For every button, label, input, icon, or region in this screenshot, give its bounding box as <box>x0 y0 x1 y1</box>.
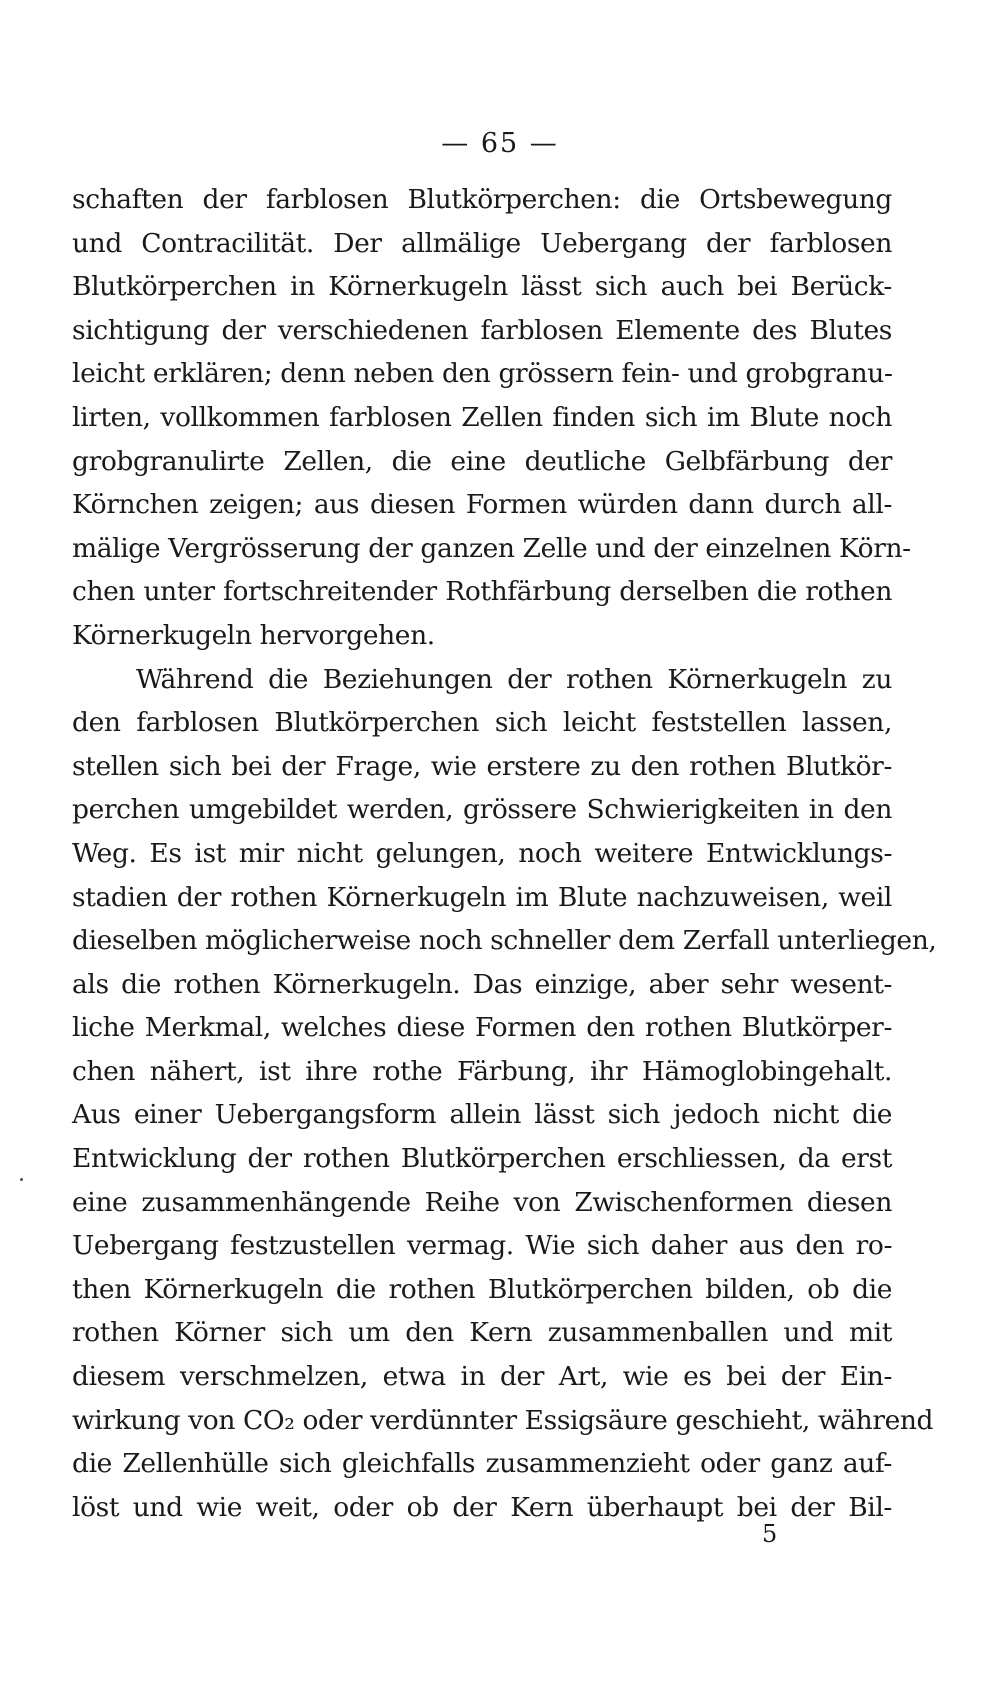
text-line: chen unter fortschreitender Rothfärbung derselben die rothen <box>72 576 892 608</box>
text-line: Während die Beziehungen der rothen Körnerkugeln zu <box>136 663 892 695</box>
text-line: Körnchen zeigen; aus diesen Formen würden dann durch all- <box>72 489 892 521</box>
text-line: als die rothen Körnerkugeln. Das einzige, aber sehr wesent- <box>72 968 892 1000</box>
text-line: diesem verschmelzen, etwa in der Art, wie es bei der Ein- <box>72 1361 892 1393</box>
text-line: stellen sich bei der Frage, wie erstere zu den rothen Blutkör- <box>72 750 892 782</box>
page-number-header: — 65 — <box>441 128 559 159</box>
signature-mark: 5 <box>762 1520 778 1548</box>
text-line: löst und wie weit, oder ob der Kern überhaupt bei der Bil- <box>72 1491 892 1523</box>
body-text <box>72 178 937 1529</box>
text-line: eine zusammenhängende Reihe von Zwischenformen diesen <box>72 1186 892 1218</box>
text-line: mälige Vergrösserung der ganzen Zelle und der einzelnen Körn- <box>72 532 911 564</box>
text-line: chen nähert, ist ihre rothe Färbung, ihr Hämoglobingehalt. <box>72 1055 892 1087</box>
text-line: stadien der rothen Körnerkugeln im Blute nachzuweisen, weil <box>72 881 892 913</box>
text-line: Weg. Es ist mir nicht gelungen, noch weitere Entwicklungs- <box>72 837 892 869</box>
text-line: Entwicklung der rothen Blutkörperchen erschliessen, da erst <box>72 1143 892 1175</box>
text-line: Körnerkugeln hervorgehen. <box>72 619 435 651</box>
text-line: sichtigung der verschiedenen farblosen Elemente des Blutes <box>72 314 892 346</box>
text-line: schaften der farblosen Blutkörperchen: die Ortsbewegung <box>72 184 892 215</box>
text-line: rothen Körner sich um den Kern zusammenballen und mit <box>72 1317 892 1349</box>
text-line: und Contracilität. Der allmälige Uebergang der farblosen <box>72 227 892 259</box>
text-line: Blutkörperchen in Körnerkugeln lässt sich auch bei Berück- <box>72 271 892 303</box>
text-line: grobgranulirte Zellen, die eine deutliche Gelbfärbung der <box>72 445 892 477</box>
margin-speck <box>20 1178 23 1181</box>
text-line: lirten, vollkommen farblosen Zellen finden sich im Blute noch <box>72 401 892 433</box>
text-line: Aus einer Uebergangsform allein lässt sich jedoch nicht die <box>72 1099 892 1131</box>
text-line: perchen umgebildet werden, grössere Schwierigkeiten in den <box>72 794 892 826</box>
text-line: leicht erklären; denn neben den grössern fein- und grobgranu- <box>72 358 893 390</box>
text-line: then Körnerkugeln die rothen Blutkörperchen bilden, ob die <box>72 1273 892 1305</box>
text-line: dieselben möglicherweise noch schneller dem Zerfall unterliegen, <box>72 925 937 957</box>
text-line: liche Merkmal, welches diese Formen den rothen Blutkörper- <box>72 1012 892 1044</box>
text-line: den farblosen Blutkörperchen sich leicht feststellen lassen, <box>72 707 892 739</box>
text-line: Uebergang festzustellen vermag. Wie sich daher aus den ro- <box>72 1230 892 1262</box>
text-line: wirkung von CO₂ oder verdünnter Essigsäure geschieht, während <box>72 1404 934 1436</box>
text-line: die Zellenhülle sich gleichfalls zusammenzieht oder ganz auf- <box>72 1448 892 1480</box>
